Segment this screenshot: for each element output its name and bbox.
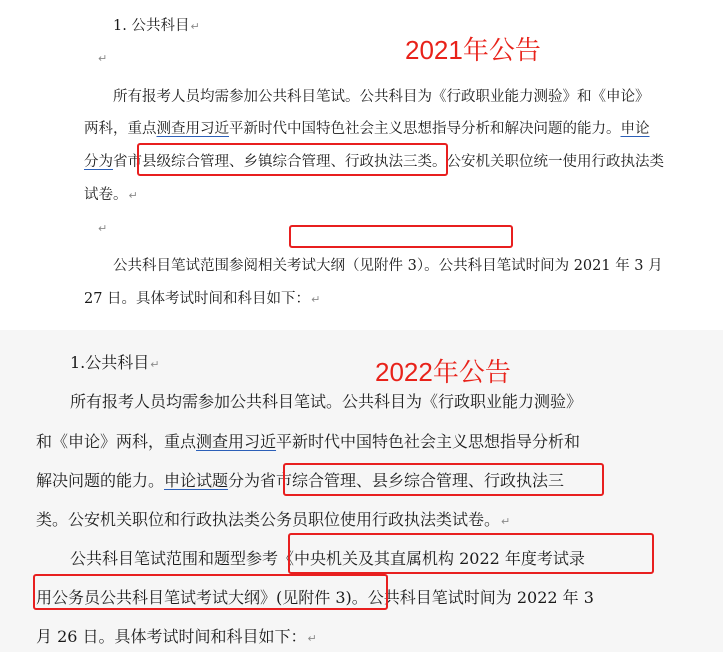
- para2-line2: 用公务员公共科目笔试考试大纲》(见附件 3)。公共科目笔试时间为 2022 年 3: [36, 588, 594, 607]
- para2-line1: 公共科目笔试范围和题型参考《中央机关及其直属机构 2022 年度考试录: [70, 549, 585, 568]
- empty-paragraph: ↵: [98, 222, 108, 235]
- para2-line1: 公共科目笔试范围参阅相关考试大纲（见附件 3）。公共科目笔试时间为 2021 年 3 月: [113, 258, 663, 274]
- para1-line1: 所有报考人员均需参加公共科目笔试。公共科目为《行政职业能力测验》和《申论》: [113, 89, 650, 105]
- highlight-box-blank-2021: [289, 225, 513, 248]
- para1-line4: 试卷。↵: [84, 187, 138, 203]
- para1-line1: 所有报考人员均需参加公共科目笔试。公共科目为《行政职业能力测验》: [70, 392, 583, 411]
- para2-line2: 27 日。具体考试时间和科目如下：↵: [84, 291, 321, 307]
- empty-paragraph: ↵: [98, 52, 108, 65]
- para1-line2: 两科，重点测查用习近平新时代中国特色社会主义思想指导分析和解决问题的能力。申论: [84, 121, 650, 137]
- para2-line3: 月 26 日。具体考试时间和科目如下：↵: [36, 627, 317, 646]
- para1-line4: 类。公安机关职位和行政执法类公务员职位使用行政执法类试卷。↵: [36, 510, 511, 529]
- notice-2022-panel: [0, 330, 723, 652]
- para1-line3: 解决问题的能力。申论试题分为省市综合管理、县乡综合管理、行政执法三: [36, 471, 565, 490]
- para1-line3: 分为省市县级综合管理、乡镇综合管理、行政执法三类。公安机关职位统一使用行政执法类: [84, 154, 664, 170]
- para1-line2: 和《申论》两科，重点测查用习近平新时代中国特色社会主义思想指导分析和: [36, 432, 581, 451]
- heading-2021: 2021年公告: [405, 35, 541, 65]
- heading-2022: 2022年公告: [375, 357, 511, 387]
- item-title: 1. 公共科目↵: [113, 18, 200, 34]
- paragraph-mark: ↵: [190, 20, 200, 33]
- item-title: 1.公共科目↵: [70, 353, 160, 372]
